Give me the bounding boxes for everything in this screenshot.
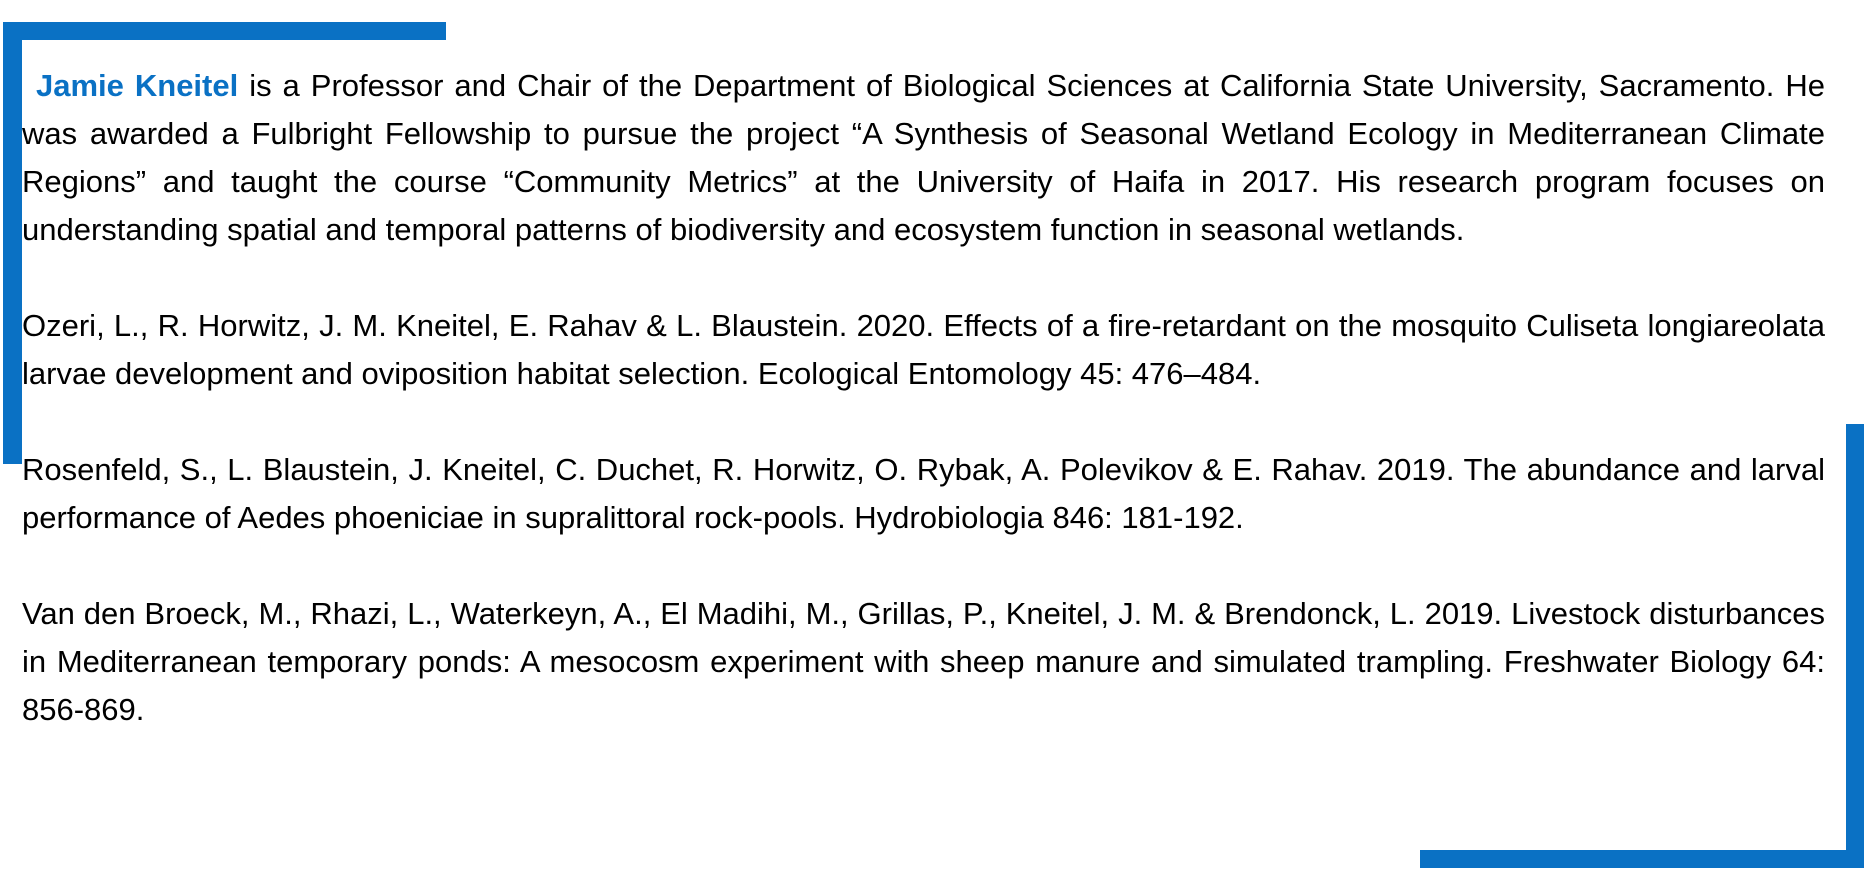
frame-bottom-right-horizontal-bar xyxy=(1420,850,1864,868)
publication-1: Ozeri, L., R. Horwitz, J. M. Kneitel, E. Rahav & L. Blaustein. 2020. Effects of a fire-retardant on the mosquito Culiseta longiareolata larvae development and oviposition habitat selection. Ecological Entomology 45: 476–484. xyxy=(22,308,1825,391)
bio-text: is a Professor and Chair of the Department of Biological Sciences at California State University, Sacramento. He was awarded a Fulbright Fellowship to pursue the project “A Synthesis of Seasonal Wetland Ecology in Mediterranean Climate Regions” and taught the course “Community Metrics” at the University of Haifa in 2017. His research program focuses on understanding spatial and temporal patterns of biodiversity and ecosystem function in seasonal wetlands. xyxy=(22,68,1825,247)
publication-2: Rosenfeld, S., L. Blaustein, J. Kneitel, C. Duchet, R. Horwitz, O. Rybak, A. Polevikov & E. Rahav. 2019. The abundance and larval performance of Aedes phoeniciae in supralittoral rock-pools. Hydrobiologia 846: 181-192. xyxy=(22,452,1825,535)
author-name: Jamie Kneitel xyxy=(36,68,239,103)
publication-3: Van den Broeck, M., Rhazi, L., Waterkeyn, A., El Madihi, M., Grillas, P., Kneitel, J. M. & Brendonck, L. 2019. Livestock disturbances in Mediterranean temporary ponds: A mesocosm experiment with sheep manure and simulated trampling. Freshwater Biology 64: 856-869. xyxy=(22,596,1825,727)
bio-content xyxy=(22,62,1825,734)
bio-paragraph xyxy=(22,62,1825,254)
frame-bottom-right-vertical-bar xyxy=(1846,424,1864,868)
frame-top-left-vertical-bar xyxy=(3,22,22,464)
frame-top-left-horizontal-bar xyxy=(3,22,446,40)
